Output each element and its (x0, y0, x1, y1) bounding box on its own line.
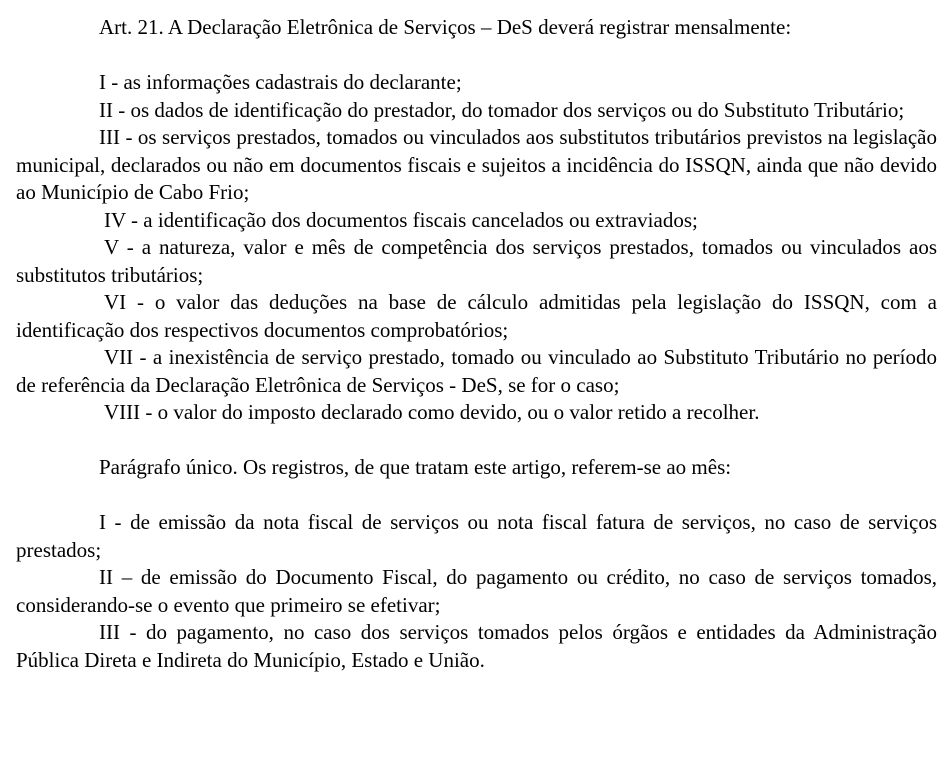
paragraph-item-ii: II – de emissão do Documento Fiscal, do pagamento ou crédito, no caso de serviços tomados, considerando-se o evento que primeiro se efetivar; (16, 565, 937, 617)
legal-document (16, 14, 937, 674)
article-item-viii: VIII - o valor do imposto declarado como devido, ou o valor retido a recolher. (104, 400, 760, 424)
paragraph-item-iii: III - do pagamento, no caso dos serviços tomados pelos órgãos e entidades da Administração Pública Direta e Indireta do Município, Estado e União. (16, 620, 937, 672)
article-item-iii: III - os serviços prestados, tomados ou vinculados aos substitutos tributários previstos na legislação municipal, declarados ou não em documentos fiscais e sujeitos a incidência do ISSQN, ainda que não devido ao Município de Cabo Frio; (16, 125, 937, 204)
spacer (16, 427, 937, 455)
article-item-i: I - as informações cadastrais do declarante; (99, 70, 462, 94)
article-item-vi: VI - o valor das deduções na base de cálculo admitidas pela legislação do ISSQN, com a identificação dos respectivos documentos comprobatórios; (16, 290, 937, 342)
spacer (16, 42, 937, 70)
article-item-ii: II - os dados de identificação do prestador, do tomador dos serviços ou do Substituto Tributário; (99, 97, 905, 122)
paragraph-item-i: I - de emissão da nota fiscal de serviços ou nota fiscal fatura de serviços, no caso de serviços prestados; (16, 510, 937, 562)
article-item-vii: VII - a inexistência de serviço prestado, tomado ou vinculado ao Substituto Tributário no período de referência da Declaração Eletrônica de Serviços - DeS, se for o caso; (16, 345, 937, 397)
paragraph-heading: Parágrafo único. Os registros, de que tratam este artigo, referem-se ao mês: (99, 455, 732, 479)
article-heading: Art. 21. A Declaração Eletrônica de Serviços – DeS deverá registrar mensalmente: (99, 15, 792, 39)
article-item-iv: IV - a identificação dos documentos fiscais cancelados ou extraviados; (104, 207, 698, 232)
spacer (16, 482, 937, 510)
article-item-v: V - a natureza, valor e mês de competência dos serviços prestados, tomados ou vinculados aos substitutos tributários; (16, 235, 937, 287)
